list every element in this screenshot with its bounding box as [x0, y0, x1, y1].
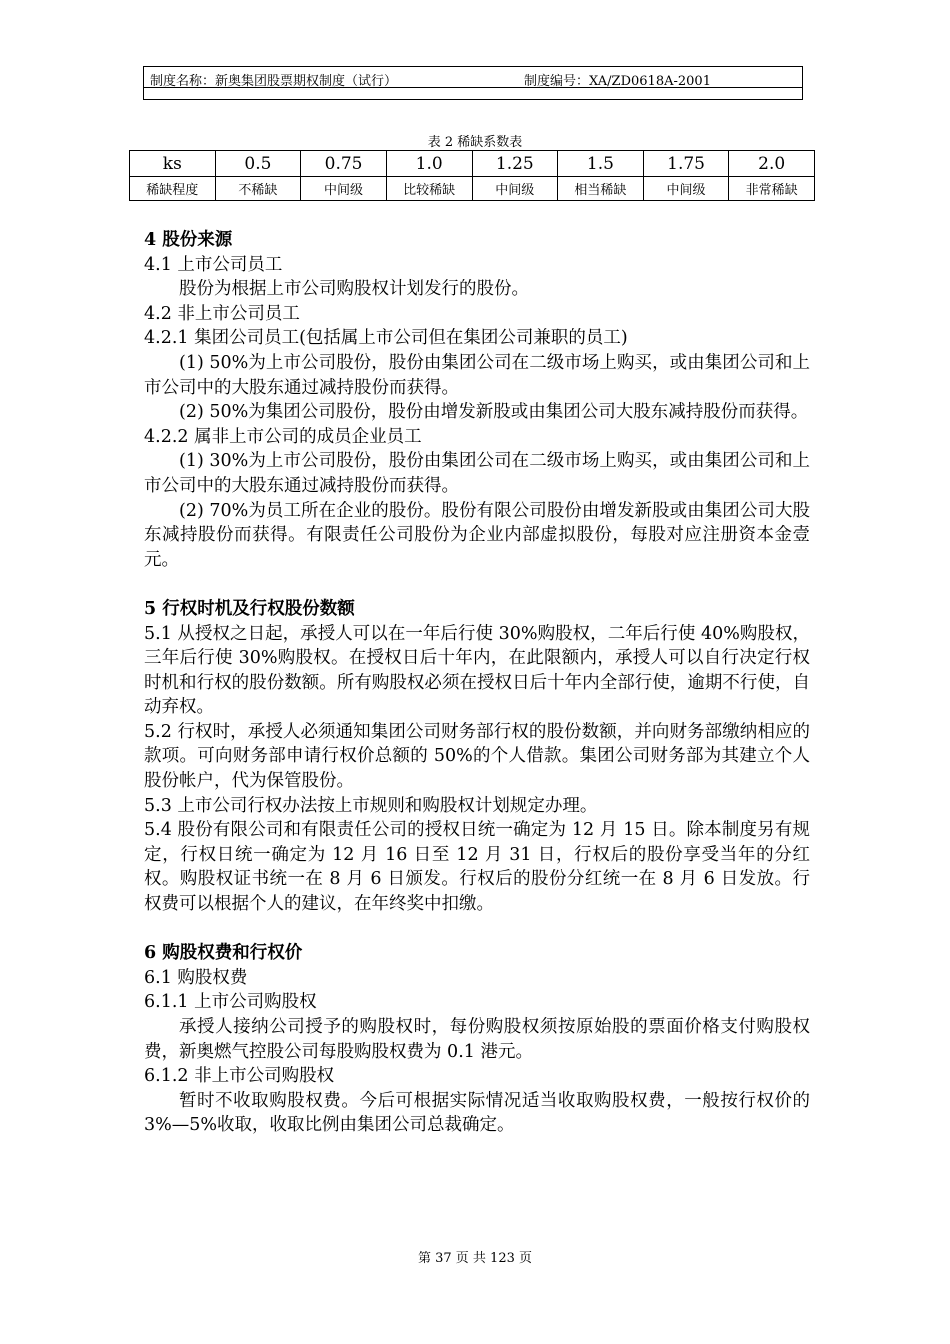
subsection-heading: 6.1 购股权费	[144, 967, 248, 988]
regulation-name: 制度名称：新奥集团股票期权制度（试行）	[150, 74, 398, 89]
paragraph: 5.2 行权时，承授人必须通知集团公司财务部行权的股份数额，并向财务部缴纳相应的款项。可向财务部申请行权价总额的 50%的个人借款。集团公司财务部为其建立个人股份帐户，代为保管股份。	[144, 721, 810, 792]
table-row	[130, 151, 815, 177]
table-cell: ks	[130, 151, 216, 177]
subsection-heading: 4.2 非上市公司员工	[144, 303, 300, 324]
subsection-heading: 4.2.1 集团公司员工(包括属上市公司但在集团公司兼职的员工)	[144, 328, 628, 349]
table-cell: 1.0	[386, 151, 472, 177]
document-body	[144, 228, 810, 1138]
paragraph: 承授人接纳公司授予的购股权时，每份购股权须按原始股的票面价格支付购股权费，新奥燃气控股公司每股购股权费为 0.1 港元。	[144, 1017, 810, 1062]
section-heading: 6 购股权费和行权价	[144, 943, 303, 964]
table-cell: 非常稀缺	[729, 177, 815, 201]
table-cell: 中间级	[643, 177, 729, 201]
table-cell: 1.75	[643, 151, 729, 177]
header-divider	[144, 87, 802, 88]
paragraph: 5.4 股份有限公司和有限责任公司的授权日统一确定为 12 月 15 日。除本制度另有规定，行权日统一确定为 12 月 16 日至 12 月 31 日，行权后的股份享受当年的分红权。购股权证书统一在 8 月 6 日颁发。行权后的股份分红统一在 8 月 6 日发放。行权费可以根据个人的建议，在年终奖中扣缴。	[144, 820, 810, 915]
table-cell: 中间级	[472, 177, 558, 201]
page-number: 第 37 页 共 123 页	[417, 1251, 533, 1266]
scarcity-coefficient-table	[129, 150, 815, 201]
table-cell: 2.0	[729, 151, 815, 177]
paragraph: (2) 70%为员工所在企业的股份。股份有限公司股份由增发新股或由集团公司大股东减持股份而获得。有限责任公司股份为企业内部虚拟股份，每股对应注册资本金壹元。	[144, 500, 810, 570]
table-cell: 0.75	[301, 151, 387, 177]
table-cell: 不稀缺	[215, 177, 301, 201]
table-cell: 稀缺程度	[130, 177, 216, 201]
paragraph: 暂时不收取购股权费。今后可根据实际情况适当收取购股权费，一般按行权价的 3%—5%收取，收取比例由集团公司总裁确定。	[144, 1090, 810, 1136]
paragraph: 股份为根据上市公司购股权计划发行的股份。	[179, 279, 529, 300]
table-cell: 相当稀缺	[558, 177, 644, 201]
document-header	[143, 66, 803, 100]
section-heading: 5 行权时机及行权股份数额	[144, 598, 355, 619]
subsection-heading: 6.1.1 上市公司购股权	[144, 992, 317, 1013]
table-cell: 1.25	[472, 151, 558, 177]
subsection-heading: 4.1 上市公司员工	[144, 254, 283, 275]
paragraph: 5.3 上市公司行权办法按上市规则和购股权计划规定办理。	[144, 795, 598, 816]
subsection-heading: 4.2.2 属非上市公司的成员企业员工	[144, 426, 422, 447]
table-cell: 比较稀缺	[386, 177, 472, 201]
paragraph: (2) 50%为集团公司股份，股份由增发新股或由集团公司大股东减持股份而获得。	[179, 402, 809, 423]
table-row	[130, 177, 815, 201]
subsection-heading: 6.1.2 非上市公司购股权	[144, 1066, 335, 1087]
section-heading: 4 股份来源	[144, 230, 233, 250]
table-cell: 1.5	[558, 151, 644, 177]
paragraph: 5.1 从授权之日起，承授人可以在一年后行使 30%购股权，二年后行使 40%购股权，三年后行使 30%购股权。在授权日后十年内，在此限额内，承授人可以自行决定行权时机和行权的股份数额。所有购股权必须在授权日后十年内全部行使，逾期不行使，自动弃权。	[144, 623, 810, 718]
paragraph: (1) 50%为上市公司股份，股份由集团公司在二级市场上购买，或由集团公司和上市公司中的大股东通过减持股份而获得。	[144, 352, 810, 398]
table-cell: 0.5	[215, 151, 301, 177]
paragraph: (1) 30%为上市公司股份，股份由集团公司在二级市场上购买，或由集团公司和上市公司中的大股东通过减持股份而获得。	[144, 451, 810, 496]
regulation-code: 制度编号：XA/ZD0618A-2001	[524, 74, 711, 89]
table-caption: 表 2 稀缺系数表	[427, 135, 523, 150]
table-cell: 中间级	[301, 177, 387, 201]
